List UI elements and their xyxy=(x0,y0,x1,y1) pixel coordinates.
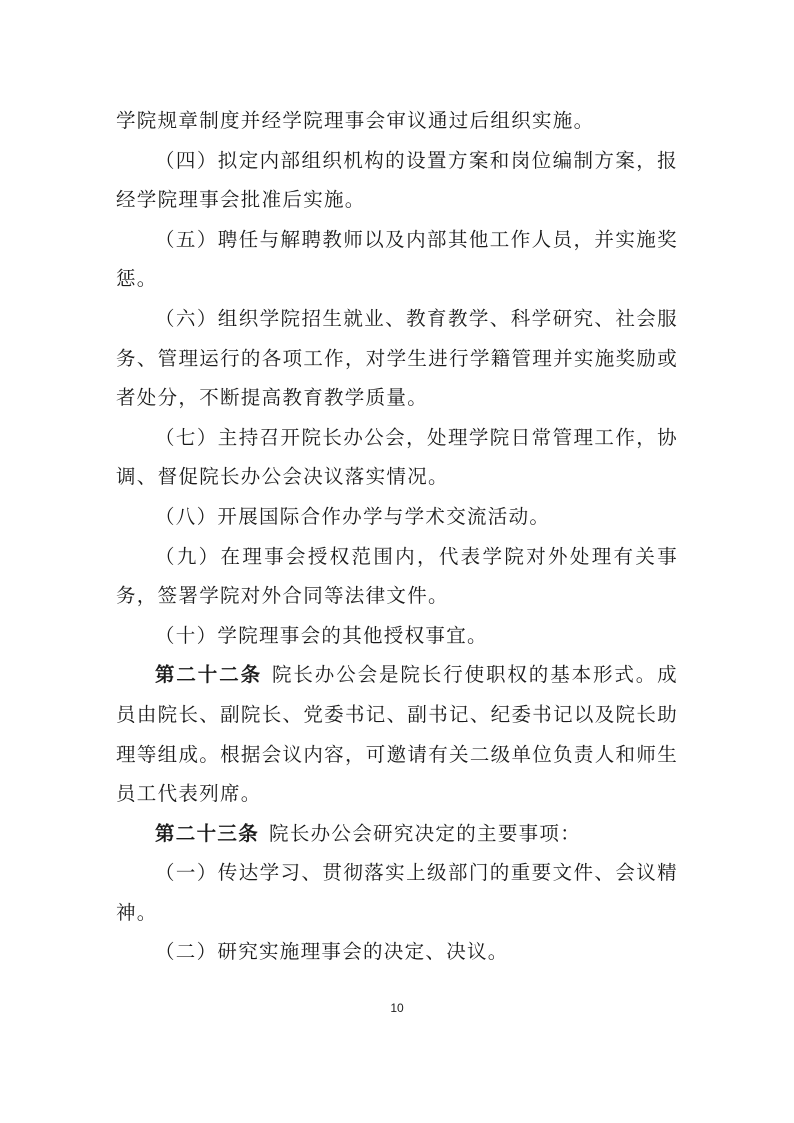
paragraph-item-10: （十）学院理事会的其他授权事宜。 xyxy=(155,623,488,647)
paragraph-item-4: （四）拟定内部组织机构的设置方案和岗位编制方案，报经学院理事会批准后实施。 xyxy=(116,148,678,212)
article-23-heading: 第二十三条 xyxy=(155,821,260,845)
article-22-heading: 第二十二条 xyxy=(155,663,262,687)
article-23 xyxy=(116,814,678,854)
page-number: 10 xyxy=(390,1001,404,1015)
article-23-text: 院长办公会研究决定的主要事项： xyxy=(269,821,582,845)
paragraph-item-9: （九）在理事会授权范围内，代表学院对外处理有关事务，签署学院对外合同等法律文件。 xyxy=(116,544,678,608)
paragraph-continuation: 学院规章制度并经学院理事会审议通过后组织实施。 xyxy=(116,109,595,132)
article-22 xyxy=(116,655,678,813)
paragraph-item-6: （六）组织学院招生就业、教育教学、科学研究、社会服务、管理运行的各项工作，对学生进行学籍管理并实施奖励或者处分，不断提高教育教学质量。 xyxy=(116,306,678,410)
article-22-text: 院长办公会是院长行使职权的基本形式。成员由院长、副院长、党委书记、副书记、纪委书记以及院长助理等组成。根据会议内容，可邀请有关二级单位负责人和师生员工代表列席。 xyxy=(116,663,678,806)
paragraph-item-5: （五）聘任与解聘教师以及内部其他工作人员，并实施奖惩。 xyxy=(116,227,678,291)
body-text xyxy=(116,101,678,972)
paragraph-item-7: （七）主持召开院长办公会，处理学院日常管理工作，协调、督促院长办公会决议落实情况。 xyxy=(116,425,678,489)
article-23-item-2: （二）研究实施理事会的决定、决议。 xyxy=(155,940,509,964)
paragraph-item-8: （八）开展国际合作办学与学术交流活动。 xyxy=(155,504,551,528)
article-23-item-1: （一）传达学习、贯彻落实上级部门的重要文件、会议精神。 xyxy=(116,861,678,924)
